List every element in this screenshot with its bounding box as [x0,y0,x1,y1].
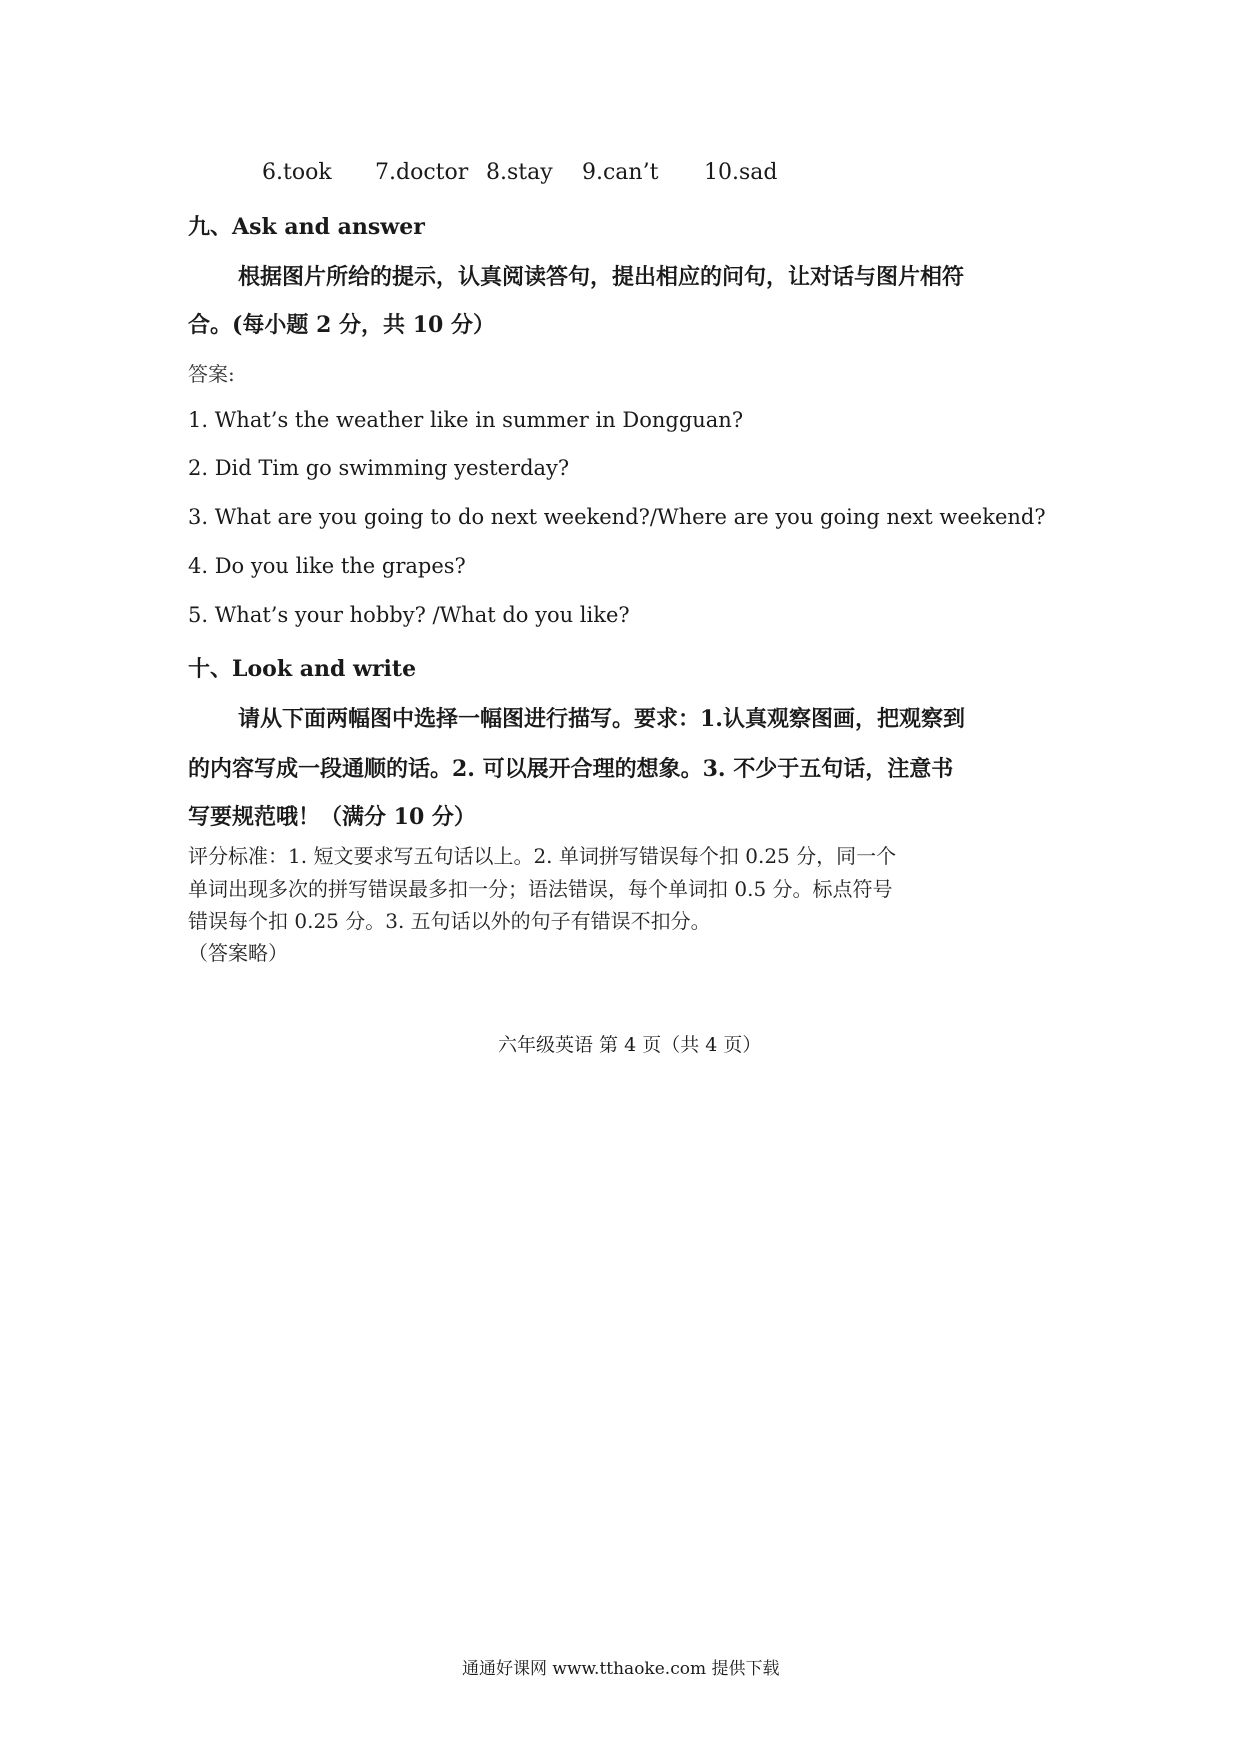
answer-line: 5. What’s your hobby? /What do you like? [188,603,630,627]
section-10-instruction-line-3: 写要规范哦！（满分 10 分） [188,804,476,830]
answer-item: 7.doctor [375,160,469,185]
answer-label: 答案: [188,362,235,386]
answer-line: 2. Did Tim go swimming yesterday? [188,456,570,480]
source-watermark: 通通好课网 www.tthaoke.com 提供下载 [462,1659,780,1679]
section-10-heading [188,652,416,683]
scoring-criteria-line-2: 单词出现多次的拼写错误最多扣一分；语法错误，每个单词扣 0.5 分。标点符号 [188,877,893,901]
section-9-instruction-line-2: 合。(每小题 2 分，共 10 分） [188,312,495,338]
answer-item: 6.took [262,160,332,185]
section-10-instruction-line-1: 请从下面两幅图中选择一幅图进行描写。要求：1.认真观察图画，把观察到 [238,706,965,732]
section-9-heading [188,210,425,241]
scoring-criteria-line-3: 错误每个扣 0.25 分。3. 五句话以外的句子有错误不扣分。 [188,909,711,933]
answer-line: 4. Do you like the grapes? [188,554,466,578]
scoring-criteria-line-1: 评分标准：1. 短文要求写五句话以上。2. 单词拼写错误每个扣 0.25 分，同一个 [188,844,897,868]
page-number-footer: 六年级英语 第 4 页（共 4 页） [498,1034,762,1056]
section-10-number: 十、 [188,656,233,682]
section-10-title: Look and write [232,656,417,682]
answer-line: 3. What are you going to do next weekend?/Where are you going next weekend? [188,505,1046,529]
answer-item: 9.can’t [582,160,659,185]
answer-line: 1. What’s the weather like in summer in Dongguan? [188,408,744,432]
section-9-number: 九、 [188,214,233,240]
section-9-title: Ask and answer [232,214,425,240]
answer-item: 10.sad [704,160,778,185]
answer-omitted-note: （答案略） [188,941,288,965]
answer-item: 8.stay [486,160,553,185]
section-9-instruction-line-1: 根据图片所给的提示，认真阅读答句，提出相应的问句，让对话与图片相符 [238,264,965,290]
section-10-instruction-line-2: 的内容写成一段通顺的话。2. 可以展开合理的想象。3. 不少于五句话，注意书 [188,756,954,782]
